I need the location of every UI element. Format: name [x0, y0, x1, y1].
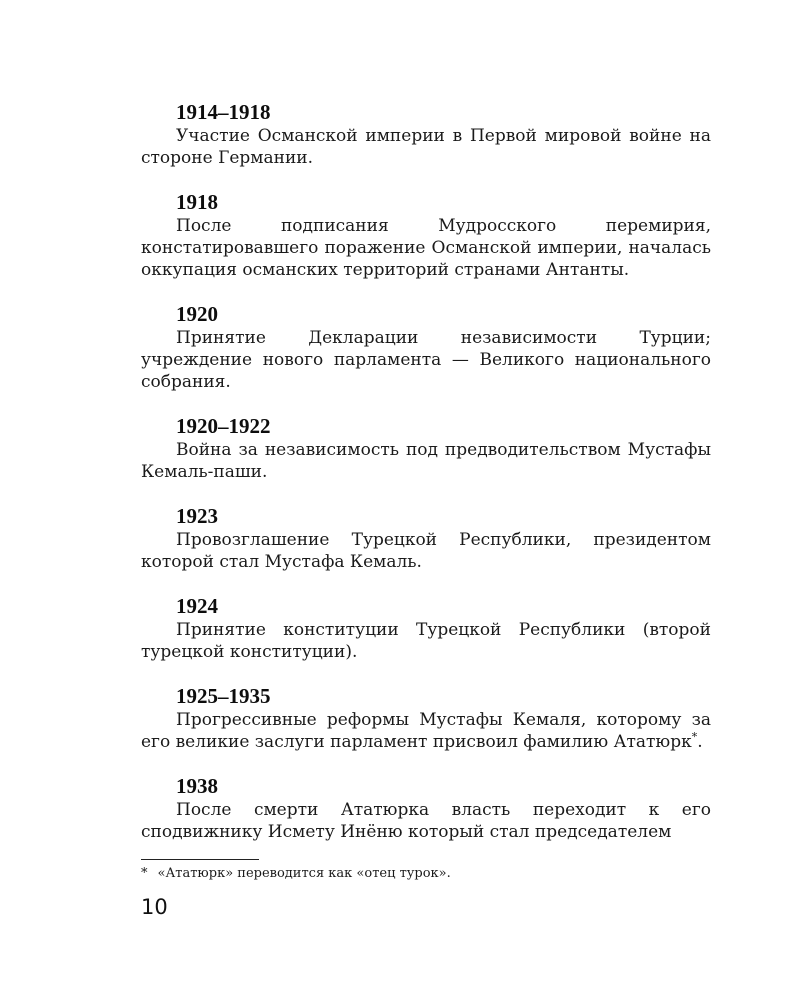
timeline-entry: [141, 301, 711, 393]
footnote-mark: *: [141, 866, 148, 881]
timeline-entry: [141, 503, 711, 573]
entry-text: [141, 709, 711, 753]
timeline-entry: [141, 683, 711, 753]
entry-text-body: Прогрессивные реформы Мустафы Кемаля, которому за его великие заслуги парламент присвоил фамилию Ататюрк: [141, 710, 711, 752]
entry-year: 1914–1918: [176, 100, 271, 124]
entry-text: Провозглашение Турецкой Республики, президентом которой стал Мустафа Кемаль.: [141, 530, 711, 572]
timeline-entry: [141, 189, 711, 281]
entry-year: 1924: [176, 594, 218, 618]
timeline-entry: [141, 99, 711, 169]
timeline-entry: [141, 773, 711, 843]
entry-year: 1920: [176, 302, 218, 326]
footnote-divider: [141, 859, 259, 860]
footnote-text: «Ататюрк» переводится как «отец турок».: [157, 866, 451, 881]
entry-text-end: .: [697, 732, 703, 752]
page-number: 10: [141, 895, 168, 919]
footnote: [141, 865, 711, 883]
timeline-entry: [141, 593, 711, 663]
entry-year: 1925–1935: [176, 684, 271, 708]
entry-text: После подписания Мудросского перемирия, констатировавшего поражение Османской империи, началась оккупация османских территорий странами Антанты.: [141, 216, 711, 280]
timeline: [141, 99, 711, 863]
timeline-entry: [141, 413, 711, 483]
entry-text: После смерти Ататюрка власть переходит к его сподвижнику Исмету Инёню который стал председателем: [141, 800, 711, 842]
entry-year: 1918: [176, 190, 218, 214]
entry-year: 1938: [176, 774, 218, 798]
entry-text: Участие Османской империи в Первой мировой войне на стороне Германии.: [141, 126, 711, 168]
entry-year: 1920–1922: [176, 414, 271, 438]
entry-text: Принятие Декларации независимости Турции; учреждение нового парламента — Великого национального собрания.: [141, 328, 711, 392]
footnote-reference: *: [691, 730, 698, 744]
entry-year: 1923: [176, 504, 218, 528]
entry-text: Война за независимость под предводительством Мустафы Кемаль-паши.: [141, 440, 711, 482]
entry-text: Принятие конституции Турецкой Республики (второй турецкой конституции).: [141, 620, 711, 662]
